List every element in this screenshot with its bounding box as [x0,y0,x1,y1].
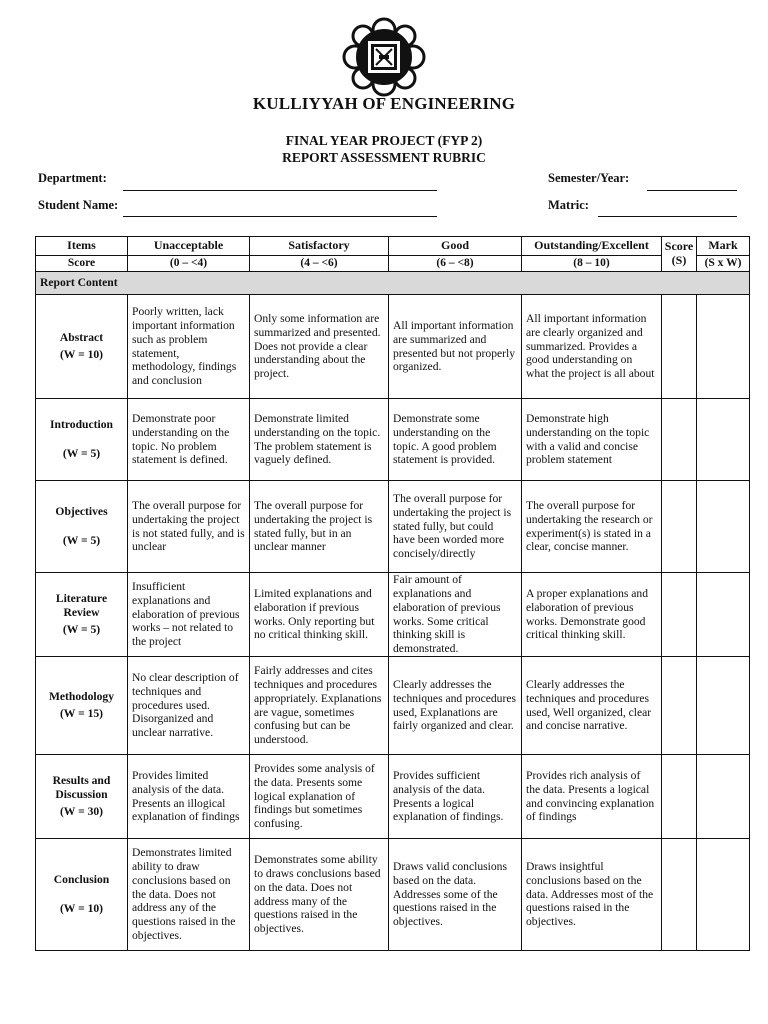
department-field[interactable] [123,190,437,191]
range-unacceptable: (0 – <4) [128,256,250,272]
header-unacceptable: Unacceptable [128,237,250,256]
header-satisfactory: Satisfactory [250,237,389,256]
table-row-introduction [36,399,750,481]
header-mark: Mark [697,237,750,256]
range-good: (6 – <8) [389,256,522,272]
cell-satisfactory: Fairly addresses and cites techniques and procedures appropriately. Explanations are vague, sometimes confusing but can be understood. [250,657,389,755]
mark-input-cell[interactable] [697,399,750,481]
item-weight: (W = 5) [62,534,101,547]
item-weight: (W = 10) [59,902,104,915]
header-good: Good [389,237,522,256]
item-weight: (W = 5) [62,447,101,460]
table-row-abstract [36,295,750,399]
cell-outstanding: Provides rich analysis of the data. Presents a logical and convincing explanation of findings [522,755,662,839]
assessment-rubric-table [35,236,750,951]
semester-year-field[interactable] [647,190,737,191]
item-cell [36,295,128,399]
cell-satisfactory: Demonstrate limited understanding on the topic. The problem statement is vaguely defined. [250,399,389,481]
item-name: Abstract [59,331,104,345]
title-line-2: REPORT ASSESSMENT RUBRIC [282,150,486,165]
score-label: Score [36,256,128,272]
cell-outstanding: All important information are clearly organized and summarized. Provides a good understanding on what the project is all about [522,295,662,399]
cell-outstanding: A proper explanations and elaboration of previous works. Demonstrate good critical thinking skill. [522,573,662,657]
table-row-literature-review [36,573,750,657]
cell-unacceptable: Demonstrate poor understanding on the topic. No problem statement is defined. [128,399,250,481]
item-name: Objectives [55,505,108,519]
item-cell [36,399,128,481]
item-name: Methodology [48,690,115,704]
university-logo [341,16,427,98]
mark-input-cell[interactable] [697,573,750,657]
score-input-cell[interactable] [662,755,697,839]
cell-outstanding: Clearly addresses the techniques and procedures used, Well organized, clear and concise narrative. [522,657,662,755]
item-weight: (W = 30) [59,804,104,818]
range-satisfactory: (4 – <6) [250,256,389,272]
mark-input-cell[interactable] [697,481,750,573]
cell-satisfactory: The overall purpose for undertaking the project is stated fully, but in an unclear manner [250,481,389,573]
table-row-results-discussion [36,755,750,839]
score-input-cell[interactable] [662,399,697,481]
cell-unacceptable: Demonstrates limited ability to draw conclusions based on the data. Does not address any of the questions raised in the objectives. [128,839,250,951]
score-input-cell[interactable] [662,657,697,755]
item-cell [36,839,128,951]
item-weight: (W = 10) [59,348,104,361]
mark-input-cell[interactable] [697,839,750,951]
cell-good: All important information are summarized and presented but not properly organized. [389,295,522,399]
cell-satisfactory: Limited explanations and elaboration if previous works. Only reporting but no critical thinking skill. [250,573,389,657]
item-cell [36,755,128,839]
cell-good: Demonstrate some understanding on the topic. A good problem statement is provided. [389,399,522,481]
mark-input-cell[interactable] [697,657,750,755]
range-outstanding: (8 – 10) [522,256,662,272]
section-row [36,272,750,295]
matric-label: Matric: [548,198,589,212]
institution-name: KULLIYYAH OF ENGINEERING [252,94,516,113]
title-line-1: FINAL YEAR PROJECT (FYP 2) [285,133,483,148]
item-cell [36,657,128,755]
item-weight: (W = 15) [59,707,104,720]
table-row-conclusion [36,839,750,951]
cell-unacceptable: The overall purpose for undertaking the project is not stated fully, and is unclear [128,481,250,573]
matric-field[interactable] [598,216,737,217]
cell-outstanding: Demonstrate high understanding on the topic with a valid and concise problem statement [522,399,662,481]
cell-satisfactory: Only some information are summarized and presented. Does not provide a clear understanding about the project. [250,295,389,399]
header-row [36,237,750,256]
cell-good: Clearly addresses the techniques and procedures used, Explanations are fairly organized and clear. [389,657,522,755]
header-items: Items [36,237,128,256]
mark-input-cell[interactable] [697,755,750,839]
score-range-row [36,256,750,272]
cell-outstanding: The overall purpose for undertaking the research or experiment(s) is stated in a clear, concise manner. [522,481,662,573]
table-row-methodology [36,657,750,755]
header-score: Score (S) [662,237,697,272]
item-cell [36,481,128,573]
cell-good: The overall purpose for undertaking the project is stated fully, but could have been worded more concisely/directly [389,481,522,573]
student-name-label: Student Name: [38,198,119,212]
semester-year-label: Semester/Year: [548,171,630,185]
score-input-cell[interactable] [662,839,697,951]
score-input-cell[interactable] [662,295,697,399]
cell-satisfactory: Demonstrates some ability to draws conclusions based on the data. Does not address many of the questions raised in the objectives. [250,839,389,951]
item-cell [36,573,128,657]
cell-good: Fair amount of explanations and elaboration of previous works. Some critical thinking skill is demonstrated. [389,573,522,657]
item-name: Results and Discussion [52,774,111,802]
mark-input-cell[interactable] [697,295,750,399]
mark-formula: (S x W) [697,256,750,272]
department-label: Department: [38,171,107,185]
item-name: Conclusion [53,873,110,887]
item-weight: (W = 5) [62,622,101,636]
cell-satisfactory: Provides some analysis of the data. Presents some logical explanation of findings but sometimes confusing. [250,755,389,839]
score-input-cell[interactable] [662,481,697,573]
item-name: Introduction [50,418,113,432]
cell-unacceptable: No clear description of techniques and procedures used. Disorganized and unclear narrative. [128,657,250,755]
cell-outstanding: Draws insightful conclusions based on the data. Addresses most of the questions raised in the objectives. [522,839,662,951]
score-input-cell[interactable] [662,573,697,657]
cell-unacceptable: Poorly written, lack important information such as problem statement, methodology, findings and conclusion [128,295,250,399]
cell-unacceptable: Provides limited analysis of the data. Presents an illogical explanation of findings [128,755,250,839]
item-name: Literature Review [55,592,108,620]
section-title: Report Content [36,272,750,295]
header-outstanding: Outstanding/Excellent [522,237,662,256]
cell-unacceptable: Insufficient explanations and elaboration of previous works – not related to the project [128,573,250,657]
table-row-objectives [36,481,750,573]
cell-good: Provides sufficient analysis of the data. Presents a logical explanation of findings. [389,755,522,839]
cell-good: Draws valid conclusions based on the data. Addresses some of the questions raised in the objectives. [389,839,522,951]
student-name-field[interactable] [123,216,437,217]
